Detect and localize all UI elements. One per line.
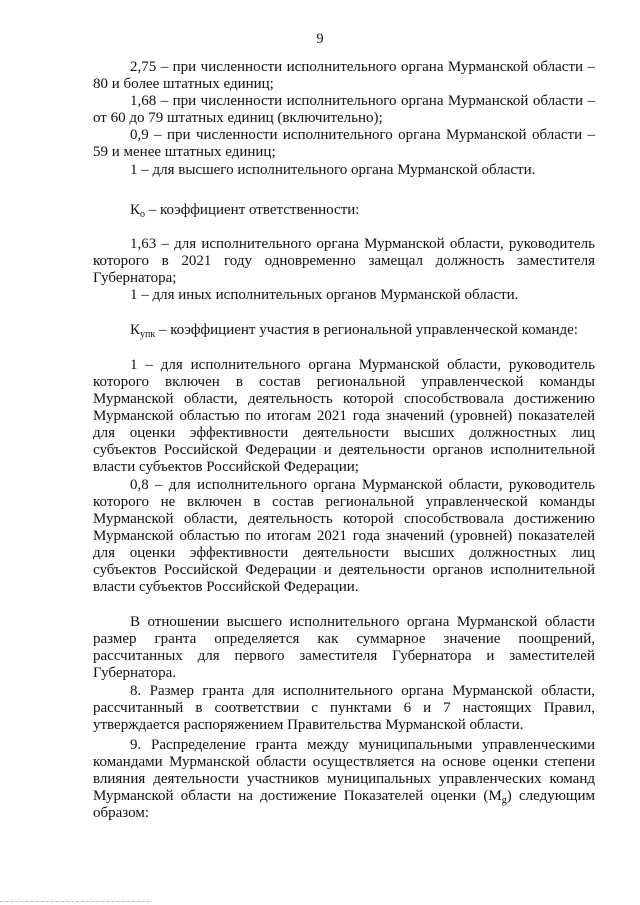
- ko-symbol: К: [130, 202, 141, 218]
- paragraph-higher-body: В отношении высшего исполнительного органа Мурманской области размер гранта определяется как суммарное значение поощрений, рассчитанных для первого заместителя Губернатора и заместителей Губернатора.: [93, 614, 595, 681]
- ko-text: – коэффициент ответственности:: [145, 202, 360, 218]
- paragraph-8: 8. Размер гранта для исполнительного органа Мурманской области, рассчитанный в соответствии с пунктами 6 и 7 настоящих Правил, утверждается распоряжением Правительства Мурманской области.: [93, 683, 595, 733]
- paragraph-ko-1: 1 – для иных исполнительных органов Мурманской области.: [130, 287, 519, 303]
- paragraph-kupk-1: 1 – для исполнительного органа Мурманской области, руководитель которого включен в состав региональной управленческой команды Мурманской области, деятельность которой способствовала достижению Мурманской областью по итогам 2021 года значений (уровней) показателей для оценки эффективности деятельности высших должностных лиц субъектов Российской Федерации и деятельности органов исполнительной власти субъектов Российской Федерации;: [93, 357, 595, 475]
- paragraph-ko-1-63: 1,63 – для исполнительного органа Мурманской области, руководитель которого в 2021 году одновременно замещал должность заместителя Губернатора;: [93, 236, 595, 286]
- ko-subscript: о: [140, 209, 146, 220]
- paragraph-9-text: 9. Распределение гранта между муниципальными управленческими командами Мурманской области осуществляется на основе оценки степени влияния деятельности участников муниципальных управленческих команд Мурманской области на достижение Показателей оценки (M: [93, 737, 595, 804]
- kupk-symbol: К: [130, 322, 141, 338]
- paragraph-9-tail: ) следующим образом:: [93, 788, 595, 821]
- paragraph-kupk-0-8: 0,8 – для исполнительного органа Мурманской области, руководитель которого не включен в состав региональной управленческой команды Мурманской области, деятельность которой способствовала достижению Мурманской областью по итогам 2021 года значений (уровней) показателей для оценки эффективности деятельности высших должностных лиц субъектов Российской Федерации и деятельности органов исполнительной власти субъектов Российской Федерации.: [93, 477, 595, 595]
- paragraph-9: [93, 737, 595, 822]
- paragraph-coef-0-9: 0,9 – при численности исполнительного органа Мурманской области – 59 и менее штатных единиц;: [93, 127, 595, 160]
- mg-subscript: g: [501, 795, 507, 806]
- paragraph-coef-1-68: 1,68 – при численности исполнительного органа Мурманской области – от 60 до 79 штатных единиц (включительно);: [93, 93, 595, 126]
- heading-kupk: [93, 322, 595, 339]
- page-number: 9: [316, 31, 324, 47]
- heading-ko: [93, 202, 595, 219]
- kupk-text: – коэффициент участия в региональной управленческой команде:: [155, 322, 578, 338]
- kupk-subscript: упк: [140, 329, 156, 340]
- footer-rule: [0, 901, 150, 902]
- paragraph-coef-2-75: 2,75 – при численности исполнительного органа Мурманской области – 80 и более штатных единиц;: [93, 59, 595, 92]
- paragraph-coef-1-higher: 1 – для высшего исполнительного органа Мурманской области.: [130, 162, 536, 178]
